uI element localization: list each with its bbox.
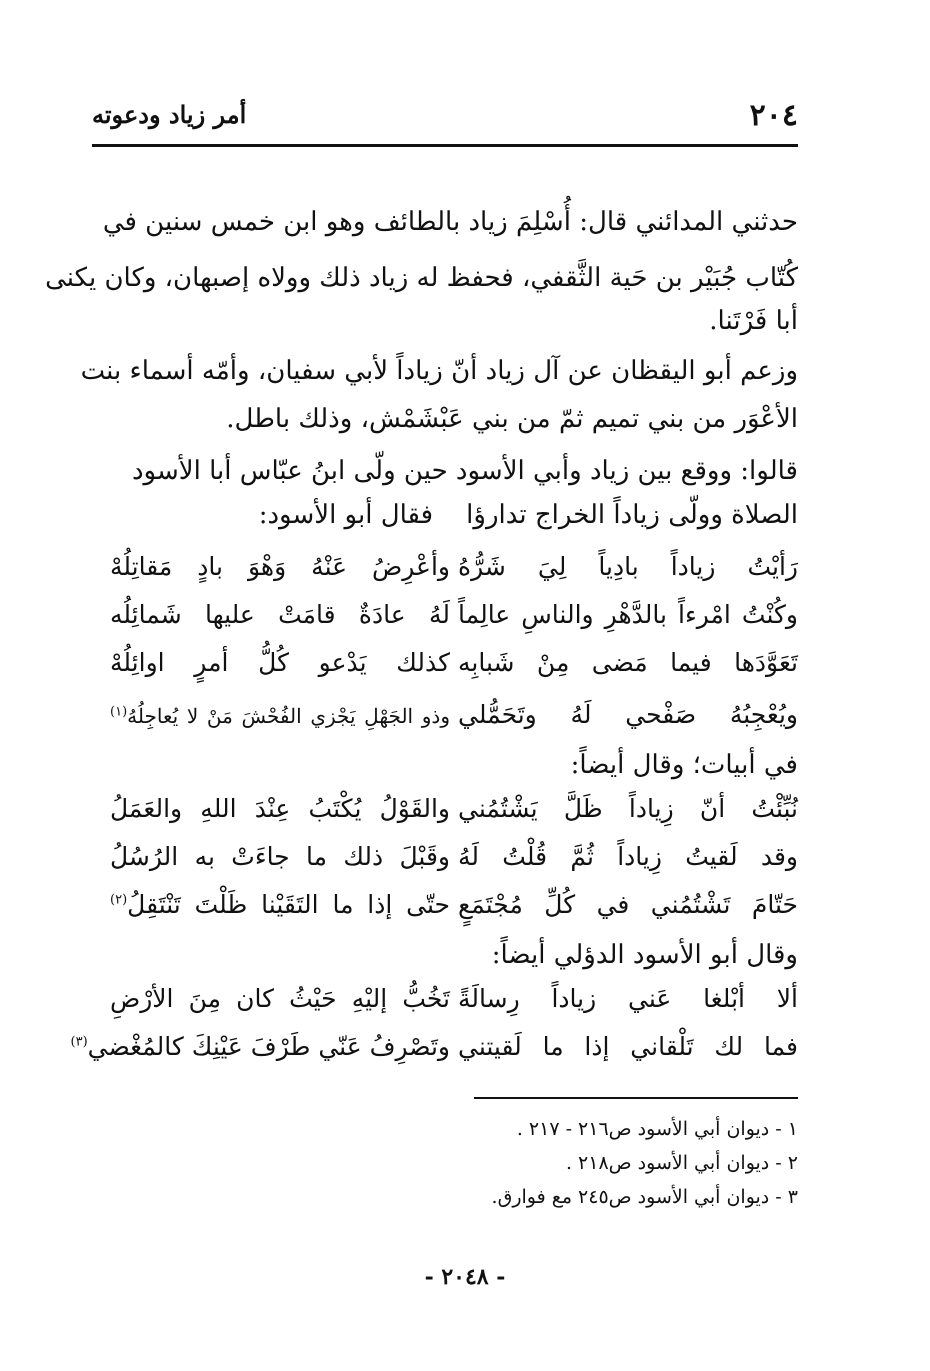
verse-second-hemistich: تَخُبُّ إليْهِ حَيْثُ كان مِنَ الأرْضِ xyxy=(110,984,450,1013)
running-title: أمر زياد ودعوته xyxy=(92,100,247,129)
paragraph-2-line-2: الأعْوَر من بني تميم ثمّ من بني عَبْشَمْش، وذلك باطل. xyxy=(226,404,798,434)
verse-second-hemistich: وقَبْلَ ذلك ما جاءَتْ به الرُسُلُ xyxy=(110,842,450,871)
verse-first-hemistich: حَتّامَ تَشْتُمُني في كُلِّ مُجْتَمَعٍ xyxy=(458,890,798,919)
verse-second-hemistich xyxy=(70,1032,450,1061)
verse-first-hemistich: تَعَوَّدَها فيما مَضى مِنْ شَبابِه xyxy=(458,648,798,677)
poem-1-verse-3 xyxy=(92,648,798,706)
paragraph-1-line-3: أبا فَرْتَنا. xyxy=(709,306,798,336)
page-header xyxy=(92,98,798,134)
footnote-marker-3: (٣) xyxy=(70,1034,88,1050)
header-divider xyxy=(92,144,798,147)
verse-first-hemistich: فما لك تَلْقاني إذا ما لَقيتني xyxy=(458,1032,798,1061)
footnote-marker-1: (١) xyxy=(110,704,128,720)
verse-first-hemistich: رَأيْتُ زياداً بادِياً لِيَ شَرُّهُ xyxy=(458,552,798,581)
verse-first-hemistich: وقد لَقيتُ زِياداً ثُمَّ قُلْتُ لَهُ xyxy=(458,842,798,871)
footnote-2: ٢ - ديوان أبي الأسود ص٢١٨ . xyxy=(565,1152,798,1174)
verse-second-hemistich xyxy=(110,704,450,728)
verse-second-hemistich: والقَوْلُ يُكْتَبُ عِنْدَ اللهِ والعَمَلُ xyxy=(110,794,450,823)
verse-second-hemistich: لَهُ عادَةٌ قامَتْ عليها شَمائِلُه xyxy=(110,600,450,629)
verse-first-hemistich: ويُعْجِبُهُ صَفْحي لَهُ وتَحَمُّلي xyxy=(458,700,798,729)
verse-second-hemistich: كذلك يَدْعو كُلُّ أمرٍ اوائِلُهْ xyxy=(110,648,450,677)
verse-second-hemistich-text: حتّى إذا ما التَقَيْنا ظَلْتَ تَنْتَقِلُ xyxy=(127,890,450,919)
header-page-number: ٢٠٤ xyxy=(749,98,798,133)
verse-second-hemistich-text: وتَصْرِفُ عَنّي طَرْفَ عَيْنِكَ كالمُغْضي xyxy=(87,1032,450,1061)
paragraph-1-line-2: كُتّاب جُبَيْر بن حَية الثَّقفي، فحفظ له زياد ذلك وولاه إصبهان، وكان يكنى xyxy=(45,263,798,293)
verse-first-hemistich: ألا أبْلغا عَني زياداً رِسالَةً xyxy=(458,984,798,1013)
footer-page-number: - ٢٠٤٨ - xyxy=(424,1264,506,1290)
verse-first-hemistich: نُبِّئْتُ أنّ زِياداً ظَلَّ يَشْتُمُني xyxy=(458,794,798,823)
footnote-1: ١ - ديوان أبي الأسود ص٢١٦ - ٢١٧ . xyxy=(516,1118,798,1140)
verse-second-hemistich-text: وذو الجَهْلِ يَجْزي الفُحْشَ مَنْ لا يُعاجِلُهُ xyxy=(127,704,450,728)
verse-second-hemistich: وأعْرِضُ عَنْهُ وَهْوَ بادٍ مَقاتِلُهْ xyxy=(110,552,450,581)
footnote-divider xyxy=(474,1097,798,1099)
paragraph-1-line-1: حدثني المدائني قال: أُسْلِمَ زياد بالطائف وهو ابن خمس سنين في xyxy=(102,207,798,237)
verse-second-hemistich xyxy=(110,890,450,919)
paragraph-3-line-2: الصلاة وولّى زياداً الخراج تدارؤا فقال أبو الأسود: xyxy=(258,500,798,530)
paragraph-2-line-1: وزعم أبو اليقظان عن آل زياد أنّ زياداً لأبي سفيان، وأمّه أسماء بنت xyxy=(80,356,798,386)
paragraph-3-line-1: قالوا: ووقع بين زياد وأبي الأسود حين ولّى ابنُ عبّاس أبا الأسود xyxy=(131,456,798,486)
transition-line-1: في أبيات؛ وقال أيضاً: xyxy=(570,750,798,780)
footnote-3: ٣ - ديوان أبي الأسود ص٢٤٥ مع فوارق. xyxy=(491,1186,798,1208)
footnote-marker-2: (٢) xyxy=(110,892,128,908)
poem-3-verse-2 xyxy=(70,1032,798,1090)
transition-line-2: وقال أبو الأسود الدؤلي أيضاً: xyxy=(491,940,798,970)
verse-first-hemistich: وكُنْتُ امْرءاً بالدَّهْرِ والناسِ عالِماً xyxy=(458,600,798,629)
